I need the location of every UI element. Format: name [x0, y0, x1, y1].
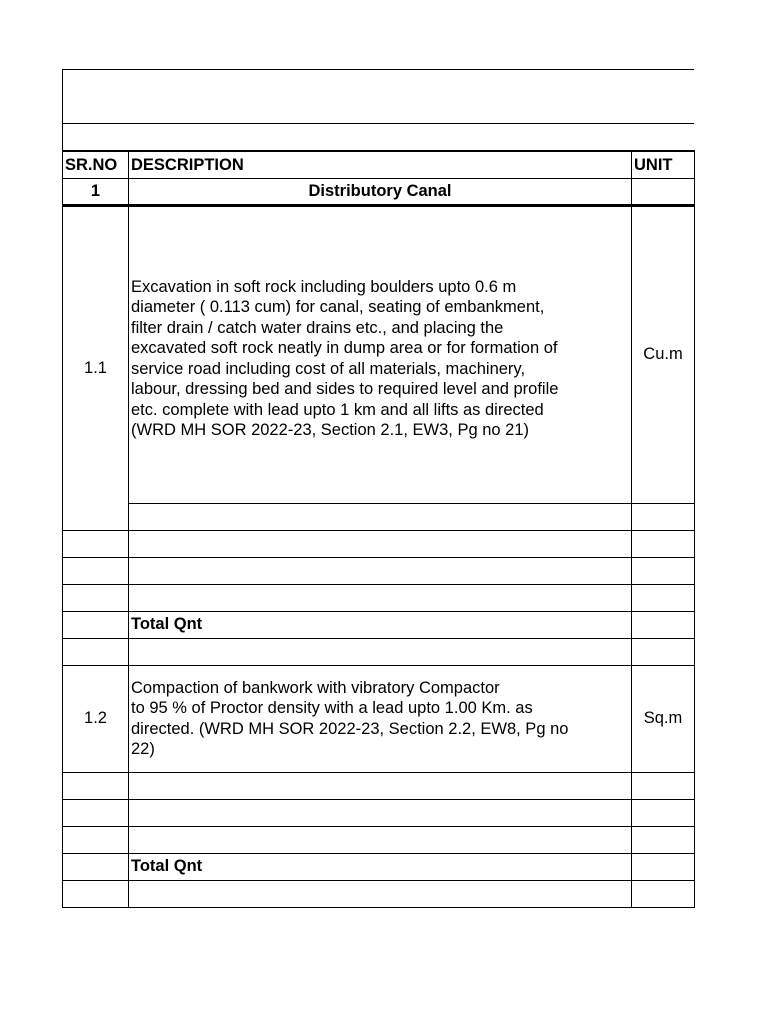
total-label: Total Qnt: [129, 853, 632, 880]
item-unit: Sq.m: [632, 665, 695, 772]
section-srno: 1: [63, 178, 129, 205]
blank-cell: [129, 557, 632, 584]
section-unit: [632, 178, 695, 205]
header-srno: SR.NO: [63, 151, 129, 178]
header-description: DESCRIPTION: [129, 151, 632, 178]
item-unit: Cu.m: [632, 205, 695, 503]
blank-row: [63, 826, 695, 853]
item-row: [63, 205, 695, 503]
sheet-title-area: [62, 69, 694, 124]
blank-cell: [632, 584, 695, 611]
item-description-text: Excavation in soft rock including boulders upto 0.6 m diameter ( 0.113 cum) for canal, seating of embankment, filter drain / catch water drains etc., and placing the excavated soft rock neatly in dump area or for formation of service road including cost of all materials, machinery, labour, dressing bed and sides to required level and profile etc. complete with lead upto 1 km and all lifts as directed (WRD MH SOR 2022-23, Section 2.1, EW3, Pg no 21): [131, 277, 559, 439]
blank-cell: [632, 503, 695, 530]
header-row: [63, 151, 695, 178]
blank-row: [63, 638, 695, 665]
blank-cell: [63, 799, 129, 826]
blank-cell: [632, 799, 695, 826]
section-row: [63, 178, 695, 205]
blank-cell: [63, 557, 129, 584]
total-value: [632, 853, 695, 880]
blank-cell: [63, 638, 129, 665]
blank-cell: [63, 772, 129, 799]
total-label: Total Qnt: [129, 611, 632, 638]
blank-cell: [129, 799, 632, 826]
blank-row: [63, 584, 695, 611]
blank-cell: [63, 880, 129, 907]
blank-cell: [129, 503, 632, 530]
blank-cell: [63, 826, 129, 853]
blank-cell: [63, 530, 129, 557]
blank-cell: [63, 584, 129, 611]
item-srno: 1.1: [63, 205, 129, 530]
blank-cell: [632, 638, 695, 665]
item-description: [129, 205, 632, 503]
header-unit: UNIT: [632, 151, 695, 178]
total-value: [632, 611, 695, 638]
blank-cell: [632, 826, 695, 853]
blank-cell: [63, 611, 129, 638]
item-row: [63, 665, 695, 772]
item-description-text: Compaction of bankwork with vibratory Compactor to 95 % of Proctor density with a lead upto 1.00 Km. as directed. (WRD MH SOR 2022-23, Section 2.2, EW8, Pg no 22): [131, 678, 569, 758]
item-srno: 1.2: [63, 665, 129, 772]
blank-cell: [632, 880, 695, 907]
blank-cell: [129, 584, 632, 611]
blank-cell: [129, 638, 632, 665]
sheet-left-border: [62, 124, 63, 151]
blank-row: [63, 557, 695, 584]
blank-cell: [632, 530, 695, 557]
blank-row: [63, 503, 695, 530]
blank-cell: [63, 853, 129, 880]
blank-cell: [129, 530, 632, 557]
blank-cell: [129, 772, 632, 799]
total-row: [63, 611, 695, 638]
blank-cell: [129, 880, 632, 907]
blank-cell: [129, 826, 632, 853]
boq-table: [62, 150, 695, 908]
item-description: [129, 665, 632, 772]
total-row: [63, 853, 695, 880]
blank-row: [63, 880, 695, 907]
blank-cell: [632, 557, 695, 584]
section-title: Distributory Canal: [129, 178, 632, 205]
blank-row: [63, 799, 695, 826]
blank-cell: [632, 772, 695, 799]
blank-row: [63, 772, 695, 799]
blank-row: [63, 530, 695, 557]
